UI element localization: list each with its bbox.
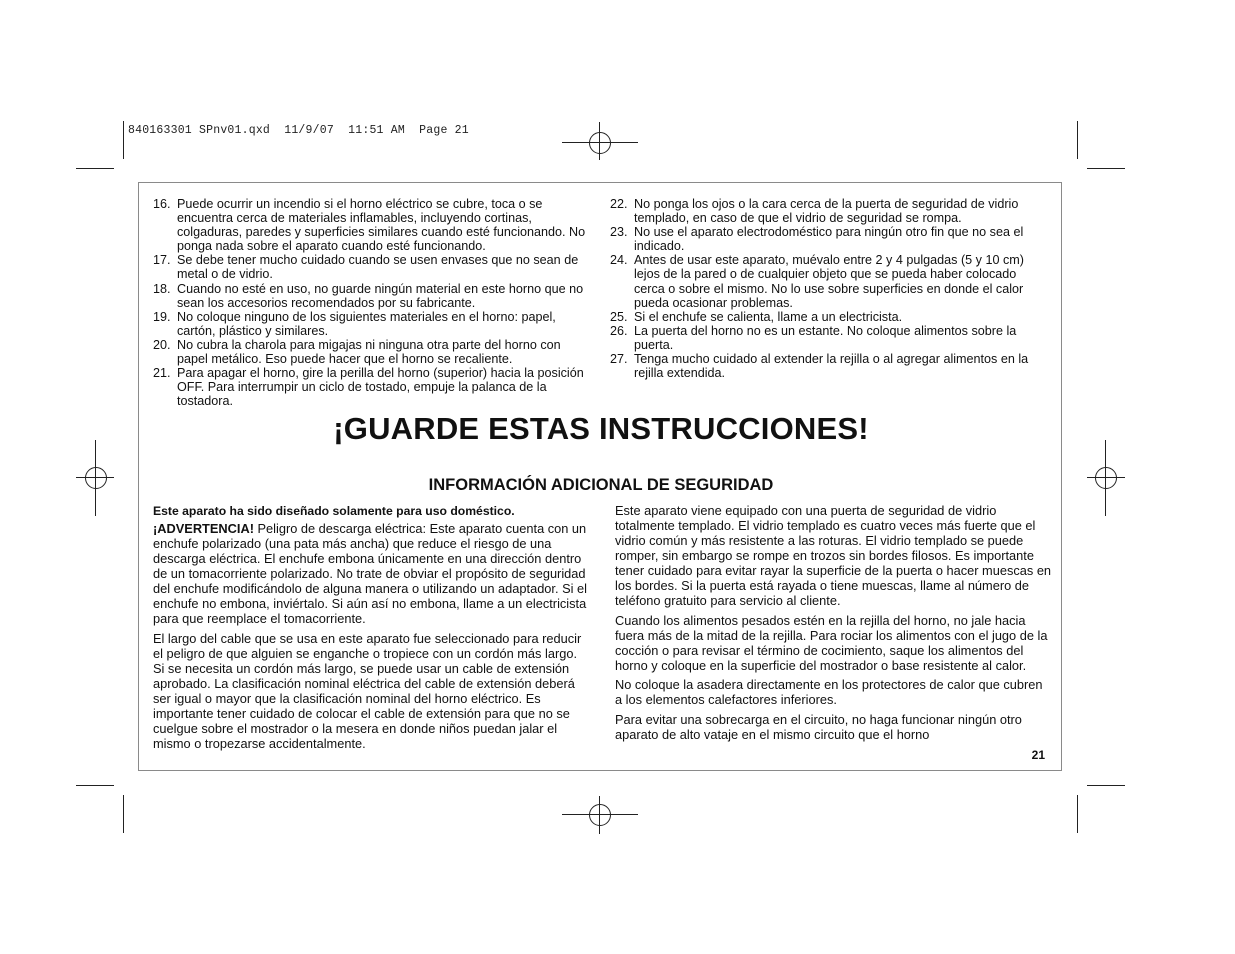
glass-paragraph: Este aparato viene equipado con una puerta de seguridad de vidrio totalmente templado. El vidrio templado es cuatro veces más fuerte que el vidrio común y más resistente a las roturas. El vidrio templado se puede romper, sin embargo se rompe en trozos sin bordes filosos. Es importante tener cuidado para evitar rayar la superficie de la puerta o hacer muescas en los bordes. Si la puerta está rayada o tiene muescas, llame al número de teléfono gratuito para servicio al cliente.	[615, 503, 1052, 608]
list-item	[610, 253, 1050, 309]
numbered-list-left	[153, 197, 593, 408]
warning-paragraph	[153, 521, 589, 626]
list-item-number: 27.	[610, 352, 628, 367]
crop-mark	[1077, 121, 1078, 159]
list-item-text: Puede ocurrir un incendio si el horno eléctrico se cubre, toca o se encuentra cerca de materiales inflamables, incluyendo cortinas, colgaduras, paredes y superficies similares cuando esté funcionando. No ponga nada sobre el aparato cuando esté funcionando.	[177, 197, 586, 254]
crop-mark	[1087, 168, 1125, 169]
page-number: 21	[1031, 748, 1045, 762]
registration-circle	[1095, 467, 1117, 489]
list-item	[153, 197, 593, 253]
numbered-list-right	[610, 197, 1050, 380]
list-item-number: 23.	[610, 225, 628, 240]
list-item-text: Para apagar el horno, gire la perilla del horno (superior) hacia la posición OFF. Para interrumpir un ciclo de tostado, empuje la palanca de la tostadora.	[177, 366, 584, 409]
registration-circle	[589, 804, 611, 826]
heavy-food-paragraph: Cuando los alimentos pesados estén en la rejilla del horno, no jale hacia fuera más de la mitad de la rejilla. Para rociar los alimentos con el jugo de la cocción o para revisar el término de cocimiento, saque los alimentos del horno y coloque en la superficie del mostrador o base resistente al calor.	[615, 612, 1048, 673]
list-item-text: Si el enchufe se calienta, llame a un electricista.	[634, 309, 903, 324]
list-item-text: Cuando no esté en uso, no guarde ningún material en este horno que no sean los accesorios recomendados por su fabricante.	[177, 281, 584, 310]
list-item-number: 22.	[610, 197, 628, 211]
list-item-number: 20.	[153, 337, 171, 352]
list-item-number: 24.	[610, 253, 628, 268]
crop-mark	[1087, 785, 1125, 786]
list-item	[153, 338, 593, 366]
info-column-left	[153, 504, 589, 755]
crop-mark	[1077, 795, 1078, 833]
content-panel	[138, 182, 1062, 771]
list-item-number: 25.	[610, 309, 628, 324]
list-item-number: 21.	[153, 366, 171, 381]
list-item-number: 16.	[153, 197, 171, 211]
list-item	[610, 324, 1050, 352]
list-item	[153, 282, 593, 310]
list-item	[153, 366, 593, 408]
list-item-number: 26.	[610, 323, 628, 338]
list-item-text: Tenga mucho cuidado al extender la rejilla o al agregar alimentos en la rejilla extendida.	[634, 352, 1029, 381]
cord-paragraph: El largo del cable que se usa en este aparato fue seleccionado para reducir el peligro de que alguien se enganche o tropiece con un cordón más largo. Si se necesita un cordón más largo, se puede usar un cable de extensión aprobado. La clasificación nominal eléctrica del cable de extensión deberá ser igual o mayor que la clasificación nominal del horno eléctrico. Es importante tener cuidado de colocar el cable de extensión para que no se cuelgue sobre el mostrador o la mesera en donde niños puedan jalar el mismo o tropezarse accidentalmente.	[153, 630, 582, 751]
crop-mark	[76, 168, 114, 169]
list-item-text: No ponga los ojos o la cara cerca de la puerta de seguridad de vidrio templado, en caso de que el vidrio de seguridad se rompa.	[634, 197, 1019, 226]
crop-mark	[123, 795, 124, 833]
warning-label: ¡ADVERTENCIA!	[153, 521, 254, 536]
circuit-paragraph: Para evitar una sobrecarga en el circuito, no haga funcionar ningún otro aparato de alto vataje en el mismo circuito que el horno	[615, 711, 1022, 742]
main-title: ¡GUARDE ESTAS INSTRUCCIONES!	[333, 411, 869, 446]
list-item-text: No cubra la charola para migajas ni ninguna otra parte del horno con papel metálico. Eso puede hacer que el horno se recaliente.	[177, 337, 561, 367]
list-item	[610, 197, 1050, 225]
list-item-text: La puerta del horno no es un estante. No coloque alimentos sobre la puerta.	[634, 323, 1017, 352]
list-item	[610, 352, 1050, 380]
file-slug-line: 840163301 SPnv01.qxd 11/9/07 11:51 AM Page 21	[128, 124, 469, 137]
list-item-text: No use el aparato electrodoméstico para ningún otro fin que no sea el indicado.	[634, 225, 1024, 254]
list-item	[610, 225, 1050, 253]
info-column-right	[615, 503, 1053, 746]
list-item-text: Antes de usar este aparato, muévalo entre 2 y 4 pulgadas (5 y 10 cm) lejos de la pared o de cualquier objeto que se pueda haber colocado cerca o sobre el mismo. No lo use sobre superficies en donde el calor pueda ocasionar problemas.	[634, 253, 1024, 310]
warning-text: Peligro de descarga eléctrica: Este aparato cuenta con un enchufe polarizado (una pata más ancha) que reduce el riesgo de una descarga eléctrica. El enchufe embona únicamente en una dirección dentro de un tomacorriente polarizado. No trate de obviar el propósito de seguridad del enchufe modificándolo de alguna manera o utilizando un adaptador. Si el enchufe no embona, inviértalo. Si aún así no embona, llame a un electricista para que reemplace el tomacorriente.	[153, 521, 587, 626]
list-item-number: 19.	[153, 309, 171, 324]
list-item	[153, 253, 593, 281]
list-item-number: 18.	[153, 281, 171, 296]
registration-circle	[85, 467, 107, 489]
section-title: INFORMACIÓN ADICIONAL DE SEGURIDAD	[428, 476, 774, 494]
list-item	[153, 310, 593, 338]
list-item-text: Se debe tener mucho cuidado cuando se usen envases que no sean de metal o de vidrio.	[177, 253, 579, 282]
registration-circle	[589, 132, 611, 154]
broiler-pan-paragraph: No coloque la asadera directamente en los protectores de calor que cubren a los elementos calefactores inferiores.	[615, 677, 1043, 707]
list-item-text: No coloque ninguno de los siguientes materiales en el horno: papel, cartón, plástico y similares.	[177, 309, 556, 338]
list-item-number: 17.	[153, 253, 171, 268]
crop-mark	[123, 121, 124, 159]
crop-mark	[76, 785, 114, 786]
list-item	[610, 310, 1050, 324]
household-use-notice: Este aparato ha sido diseñado solamente para uso doméstico.	[153, 504, 515, 518]
